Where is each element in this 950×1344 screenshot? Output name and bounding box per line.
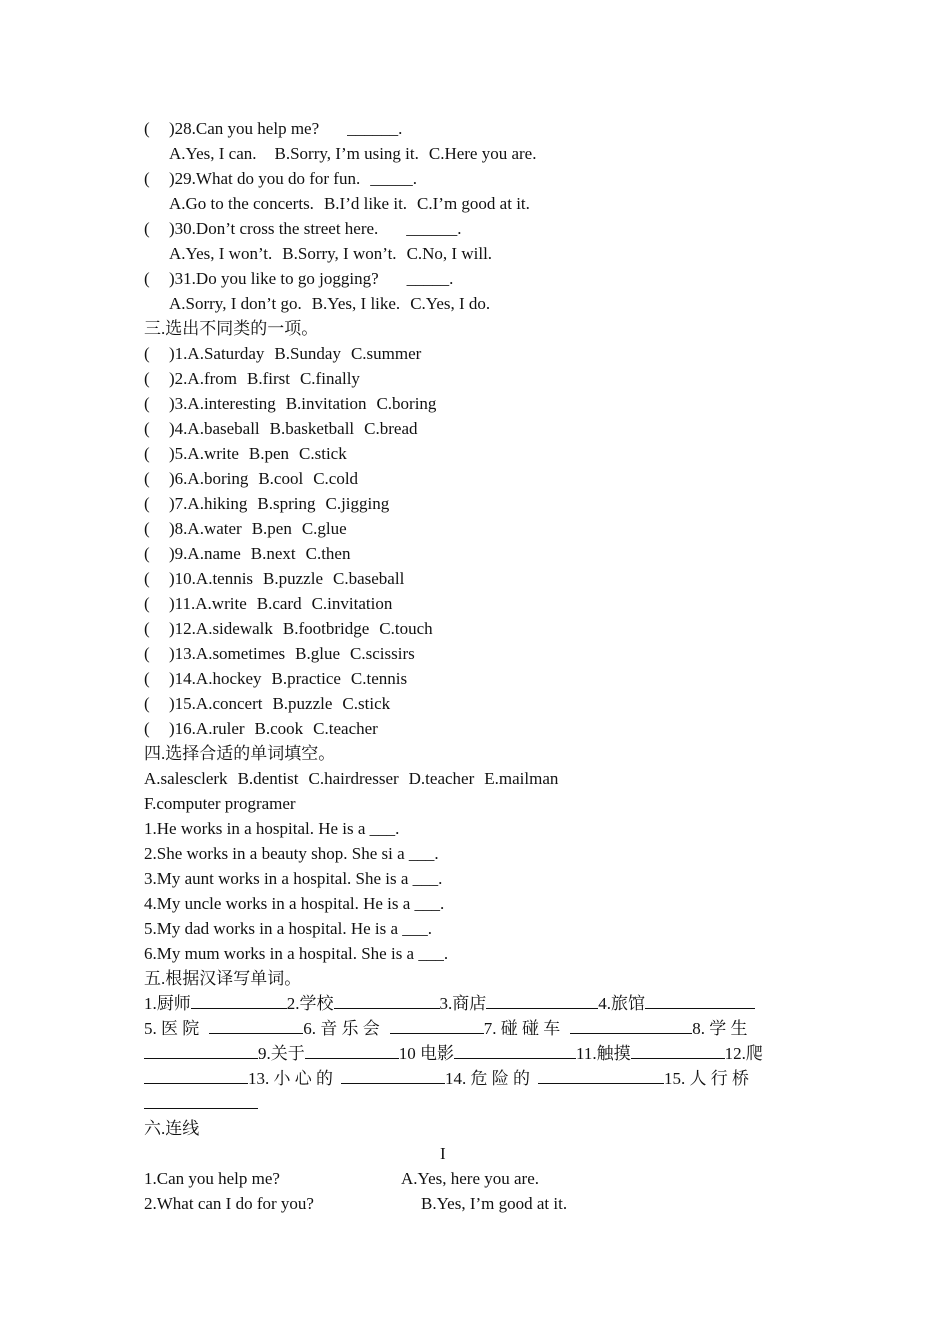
odd-one-out-item: ( )8.A.water B.pen C.glue (144, 519, 347, 538)
matching-heading: I (440, 1144, 446, 1163)
section-6-title: 六.连线 (144, 1119, 200, 1138)
odd-one-out-item: ( )1.A.Saturday B.Sunday C.summer (144, 344, 422, 363)
odd-one-out-item: ( )3.A.interesting B.invitation C.boring (144, 394, 437, 413)
matching-row-1 (144, 1166, 808, 1191)
word-bank-line-2: F.computer programer (144, 794, 296, 813)
question-29: ( )29.What do you do for fun. _____. (144, 166, 808, 191)
section-3-items (144, 341, 808, 741)
odd-one-out-item: ( )2.A.from B.first C.finally (144, 369, 360, 388)
translation-row-2: 5. 医 院 6. 音 乐 会 7. 碰 碰 车 8. 学 生 (144, 1019, 748, 1038)
options-31: A.Sorry, I don’t go. B.Yes, I like. C.Yes, I do. (169, 294, 491, 313)
answer-paren: ( (144, 269, 150, 288)
answer-blank: _____. (406, 269, 454, 288)
fill-sentence: 6.My mum works in a hospital. She is a ___. (144, 944, 449, 963)
answer-paren: ( (144, 169, 150, 188)
match-right-item: B.Yes, I’m good at it. (421, 1194, 568, 1213)
answer-blank: ______. (406, 219, 462, 238)
odd-one-out-item: ( )14.A.hockey B.practice C.tennis (144, 669, 408, 688)
translation-row-1: 1.厨师 2.学校 3.商店 4.旅馆 (144, 991, 808, 1016)
fill-sentence: 4.My uncle works in a hospital. He is a ___. (144, 894, 445, 913)
section-4-title: 四.选择合适的单词填空。 (144, 744, 336, 763)
answer-blank: _____. (370, 169, 417, 188)
answer-blank: ______. (347, 119, 403, 138)
answer-paren: ( (144, 119, 150, 138)
section-2-tail (144, 116, 808, 316)
fill-sentence: 3.My aunt works in a hospital. She is a ___. (144, 869, 443, 888)
odd-one-out-item: ( )12.A.sidewalk B.footbridge C.touch (144, 619, 433, 638)
word-bank-line-1: A.salesclerk B.dentist C.hairdresser D.teacher E.mailman (144, 769, 559, 788)
section-3-title: 三.选出不同类的一项。 (144, 319, 319, 338)
match-left-item: 1.Can you help me? (144, 1169, 280, 1188)
translation-row-3: 9.关于 10 电影 11.触摸 12.爬 (144, 1041, 808, 1066)
odd-one-out-item: ( )6.A.boring B.cool C.cold (144, 469, 359, 488)
odd-one-out-item: ( )16.A.ruler B.cook C.teacher (144, 719, 378, 738)
fill-sentence: 1.He works in a hospital. He is a ___. (144, 819, 400, 838)
question-28: ( )28.Can you help me? ______. (144, 116, 808, 141)
match-right-item: A.Yes, here you are. (401, 1169, 540, 1188)
matching-row-2 (144, 1191, 808, 1216)
odd-one-out-item: ( )5.A.write B.pen C.stick (144, 444, 347, 463)
question-30: ( )30.Don’t cross the street here. ______. (144, 216, 808, 241)
section-5-title: 五.根据汉译写单词。 (144, 969, 302, 988)
question-31: ( )31.Do you like to go jogging? _____. (144, 266, 808, 291)
fill-sentence: 5.My dad works in a hospital. He is a ___. (144, 919, 433, 938)
odd-one-out-item: ( )4.A.baseball B.basketball C.bread (144, 419, 418, 438)
fill-sentence: 2.She works in a beauty shop. She si a ___. (144, 844, 439, 863)
odd-one-out-item: ( )10.A.tennis B.puzzle C.baseball (144, 569, 405, 588)
odd-one-out-item: ( )9.A.name B.next C.then (144, 544, 351, 563)
match-left-item: 2.What can I do for you? (144, 1194, 314, 1213)
translation-row-5 (144, 1091, 808, 1116)
options-29: A.Go to the concerts. B.I’d like it. C.I’m good at it. (169, 194, 530, 213)
odd-one-out-item: ( )7.A.hiking B.spring C.jigging (144, 494, 390, 513)
options-28: A.Yes, I can. B.Sorry, I’m using it. C.Here you are. (169, 144, 537, 163)
options-30: A.Yes, I won’t. B.Sorry, I won’t. C.No, I will. (169, 244, 493, 263)
odd-one-out-item: ( )15.A.concert B.puzzle C.stick (144, 694, 391, 713)
translation-row-4: 13. 小 心 的 14. 危 险 的 15. 人 行 桥 (144, 1066, 808, 1091)
worksheet-page (144, 116, 808, 1216)
answer-paren: ( (144, 219, 150, 238)
odd-one-out-item: ( )11.A.write B.card C.invitation (144, 594, 393, 613)
odd-one-out-item: ( )13.A.sometimes B.glue C.scissirs (144, 644, 415, 663)
